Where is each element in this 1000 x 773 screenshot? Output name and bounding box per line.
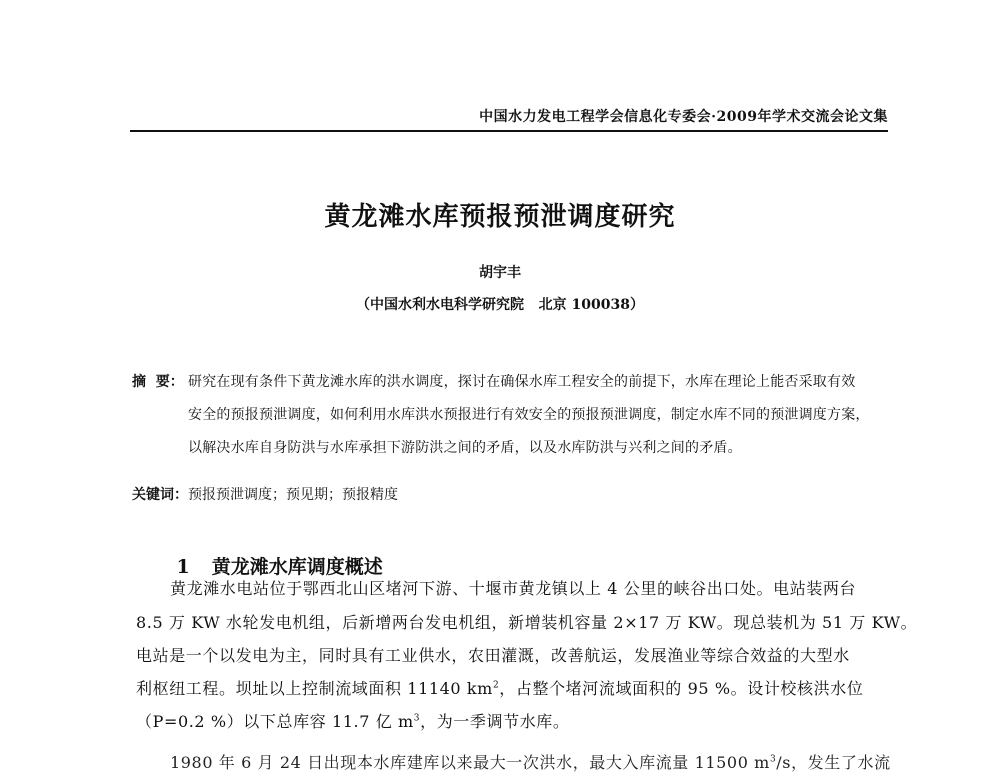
keywords-text: 预报预泄调度；预见期；预报精度 [188,487,398,503]
abstract-line: 安全的预报预泄调度，如何利用水库洪水预报进行有效安全的预报预泄调度，制定水库不同的预泄调度方案， [188,407,870,423]
abstract-line: 研究在现有条件下黄龙滩水库的洪水调度，探讨在确保水库工程安全的前提下，水库在理论上能否采取有效 [188,374,856,390]
superscript: 3 [413,713,421,724]
superscript: 3 [769,754,777,765]
body-text-segment: ，占整个堵河流域面积的 95 %。设计校核洪水位 [499,679,864,698]
superscript: 2 [492,680,500,691]
body-text-segment: （P=0.2 %）以下总库容 11.7 亿 m [136,712,414,731]
author-name: 胡宇丰 [479,265,521,281]
body-text-line [136,676,888,699]
abstract-line: 以解决水库自身防洪与水库承担下游防洪之间的矛盾，以及水库防洪与兴利之间的矛盾。 [188,440,742,456]
body-text-line: 黄龙滩水电站位于鄂西北山区堵河下游、十堰市黄龙镇以上 4 公里的峡谷出口处。电站装两台 [170,579,857,598]
body-text-segment: /s，发生了水流 [776,753,891,772]
author-affiliation: （中国水利水电科学研究院 北京 100038） [356,297,644,313]
header-rule [130,130,888,132]
body-text-segment: 利枢纽工程。坝址以上控制流域面积 11140 km [136,679,493,698]
body-text-segment: ，为一季调节水库。 [420,712,570,731]
body-text-line [170,750,922,773]
body-text-segment: 1980 年 6 月 24 日出现本水库建库以来最大一次洪水，最大入库流量 11500 m [170,753,770,772]
paper-title: 黄龙滩水库预报预泄调度研究 [324,202,676,232]
running-header: 中国水力发电工程学会信息化专委会·2009年学术交流会论文集 [479,109,888,125]
section-title: 黄龙滩水库调度概述 [211,556,383,578]
body-text-line: 8.5 万 KW 水轮发电机组，后新增两台发电机组，新增装机容量 2×17 万 KW。现总装机为 51 万 KW。 [136,613,918,632]
keywords-label: 关键词： [132,487,188,503]
keywords [132,484,398,504]
section-number: 1 [176,556,190,578]
abstract-label: 摘 要： [132,374,184,390]
body-text-line [136,709,888,732]
body-text-line: 电站是一个以发电为主，同时具有工业供水，农田灌溉，改善航运，发展渔业等综合效益的大型水 [136,646,850,665]
